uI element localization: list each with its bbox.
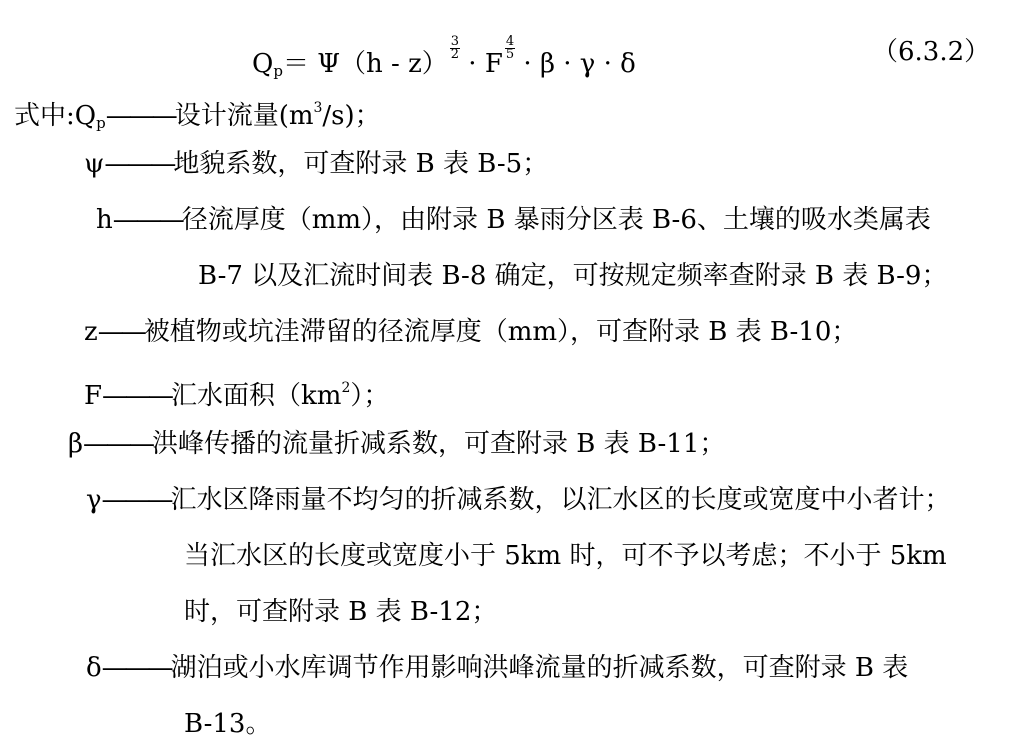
def-q-text-end: /s)； [322,101,381,131]
def-h-dash: ——— [112,205,182,235]
formula-tail: · β · γ · δ [515,49,636,79]
def-f-text-end: ）； [350,381,390,411]
def-delta-text-line1: 湖泊或小水库调节作用影响洪峰流量的折减系数，可查附录 B 表 [170,653,909,683]
exponent-fraction-2 [505,36,515,61]
exponent-fraction-1 [450,36,460,61]
def-gamma-line2: 当汇水区的长度或宽度小于 5km 时，可不予以考虑；不小于 5km [184,541,947,571]
def-h-line2: B-7 以及汇流时间表 B-8 确定，可按规定频率查附录 B 表 B-9； [198,261,948,291]
def-z-text: 被植物或坑洼滞留的径流厚度（mm），可查附录 B 表 B-10； [143,317,858,347]
def-f-text: 汇水面积（km [171,381,342,411]
def-intro-subscript: p [96,114,106,132]
def-q-text: 设计流量(m [174,101,314,131]
def-gamma [86,484,951,516]
def-gamma-text-line1: 汇水区降雨量不均匀的折减系数，以汇水区的长度或宽度中小者计； [170,485,951,515]
def-q-dash: ——— [105,101,175,131]
def-h-text-line1: 径流厚度（mm），由附录 B 暴雨分区表 B-6、土壤的吸水类属表 [181,205,931,235]
def-h [96,204,931,236]
def-delta-line2: B-13。 [184,709,272,739]
formula [252,36,636,87]
exponent-2-denominator: 5 [505,47,515,62]
def-beta [68,428,725,460]
def-delta-dash: ——— [101,653,171,683]
def-psi-text: 地貌系数，可查附录 B 表 B-5； [173,149,549,179]
def-beta-dash: ——— [83,429,153,459]
def-gamma-dash: ——— [101,485,171,515]
formula-equals-psi: ＝ Ψ（h - z） [282,49,448,79]
exponent-1-numerator: 3 [450,34,460,49]
def-z [84,316,857,348]
exponent-2-numerator: 4 [505,34,515,49]
def-f-symbol: F [84,381,103,411]
def-z-dash: —— [97,317,144,347]
exponent-1-denominator: 2 [450,47,460,62]
def-delta-symbol: δ [86,653,102,683]
equation-number: （6.3.2） [872,37,991,67]
def-gamma-symbol: γ [86,485,102,515]
def-psi [84,148,548,180]
def-f [84,372,389,412]
def-delta [86,652,908,684]
def-gamma-line3: 时，可查附录 B 表 B-12； [184,597,498,627]
def-z-symbol: z [84,317,98,347]
def-f-dash: ——— [102,381,172,411]
def-q-superscript: 3 [313,100,323,116]
def-beta-text: 洪峰传播的流量折减系数，可查附录 B 表 B-11； [152,429,726,459]
def-psi-dash: ——— [104,149,174,179]
def-intro: 式中:Q [14,101,97,131]
def-beta-symbol: β [68,429,84,459]
def-h-symbol: h [96,205,113,235]
formula-f: · F [460,49,503,79]
formula-q-subscript: p [273,62,283,80]
def-psi-symbol: ψ [84,149,105,179]
def-f-superscript: 2 [341,380,351,396]
def-q [14,92,381,139]
formula-q: Q [252,49,274,79]
